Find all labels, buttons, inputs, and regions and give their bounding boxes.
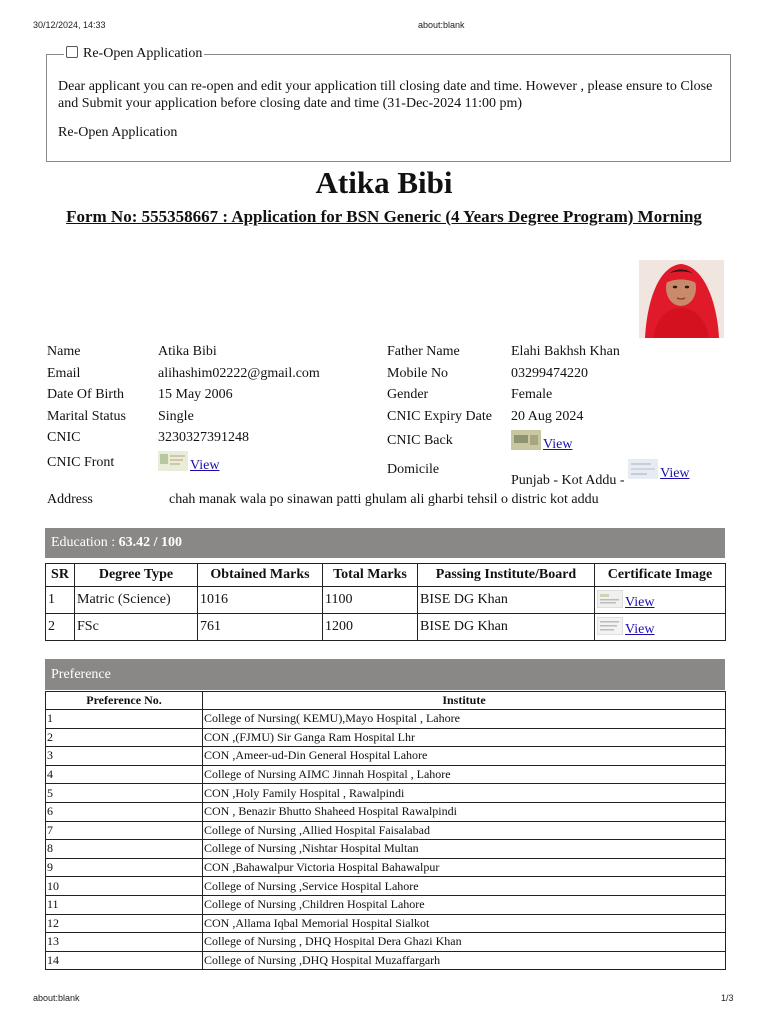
col-obtained-marks: Obtained Marks (198, 564, 323, 587)
label-cnic-expiry: CNIC Expiry Date (387, 409, 492, 424)
preference-institute: CON ,Bahawalpur Victoria Hospital Bahawalpur (203, 858, 726, 877)
print-url: about:blank (418, 20, 465, 30)
preference-number: 10 (46, 877, 203, 896)
col-preference-no: Preference No. (46, 692, 203, 710)
preference-row (46, 747, 726, 766)
preference-number: 3 (46, 747, 203, 766)
preference-institute: CON ,Holy Family Hospital , Rawalpindi (203, 784, 726, 803)
form-number-heading: Form No: 555358667 : Application for BSN Generic (4 Years Degree Program) Morning (66, 207, 702, 226)
label-address: Address (47, 492, 93, 507)
label-father-name: Father Name (387, 344, 460, 359)
col-institute: Institute (203, 692, 726, 710)
preference-row (46, 821, 726, 840)
preference-number: 7 (46, 821, 203, 840)
preference-panel-header (45, 659, 725, 690)
preference-number: 5 (46, 784, 203, 803)
preference-row (46, 895, 726, 914)
value-domicile: Punjab - Kot Addu - (511, 473, 625, 488)
edu-certificate (595, 614, 726, 641)
certificate-view-link[interactable]: View (625, 621, 655, 637)
preference-institute: CON ,(FJMU) Sir Ganga Ram Hospital Lhr (203, 728, 726, 747)
preference-row (46, 858, 726, 877)
education-label: Education : (51, 535, 119, 550)
domicile-thumbnail-icon (628, 459, 658, 479)
applicant-photo (639, 260, 724, 338)
label-cnic-back: CNIC Back (387, 433, 453, 448)
edu-board: BISE DG Khan (418, 587, 595, 614)
preference-row (46, 765, 726, 784)
value-cnic-expiry: 20 Aug 2024 (511, 409, 584, 424)
label-mobile: Mobile No (387, 366, 449, 381)
value-dob: 15 May 2006 (158, 387, 233, 402)
preference-institute: College of Nursing( KEMU),Mayo Hospital , Lahore (203, 710, 726, 729)
edu-sr: 1 (46, 587, 75, 614)
preference-number: 9 (46, 858, 203, 877)
domicile-attachment (511, 459, 690, 489)
preference-row (46, 710, 726, 729)
cnic-front-view-link[interactable]: View (190, 458, 220, 473)
preference-row (46, 877, 726, 896)
preference-institute: CON ,Allama Iqbal Memorial Hospital Sialkot (203, 914, 726, 933)
preference-row (46, 933, 726, 952)
preference-number: 8 (46, 840, 203, 859)
value-name: Atika Bibi (158, 344, 217, 359)
footer-url: about:blank (33, 993, 80, 1003)
col-certificate-image: Certificate Image (595, 564, 726, 587)
value-email: alihashim02222@gmail.com (158, 366, 320, 381)
col-sr: SR (46, 564, 75, 587)
value-cnic: 3230327391248 (158, 430, 249, 445)
col-passing-board: Passing Institute/Board (418, 564, 595, 587)
preference-number: 4 (46, 765, 203, 784)
education-panel-header (45, 528, 725, 558)
certificate-thumbnail-icon (597, 617, 623, 635)
preference-row (46, 914, 726, 933)
preference-row (46, 728, 726, 747)
preference-institute: College of Nursing ,DHQ Hospital Muzaffargarh (203, 951, 726, 970)
label-name: Name (47, 344, 81, 359)
edu-certificate (595, 587, 726, 614)
education-score: 63.42 / 100 (118, 535, 183, 550)
preference-number: 6 (46, 802, 203, 821)
reopen-legend[interactable] (64, 46, 204, 62)
edu-board: BISE DG Khan (418, 614, 595, 641)
value-marital-status: Single (158, 409, 194, 424)
page-number: 1/3 (721, 993, 734, 1003)
reopen-application-link[interactable]: Re-Open Application (58, 125, 178, 140)
preference-institute: College of Nursing ,Nishtar Hospital Multan (203, 840, 726, 859)
label-marital-status: Marital Status (47, 409, 126, 424)
education-header-row (46, 564, 726, 587)
preference-row (46, 784, 726, 803)
print-datetime: 30/12/2024, 14:33 (33, 20, 106, 30)
preference-institute: College of Nursing ,Service Hospital Lahore (203, 877, 726, 896)
label-gender: Gender (387, 387, 429, 402)
label-cnic: CNIC (47, 430, 81, 445)
education-row (46, 614, 726, 641)
edu-sr: 2 (46, 614, 75, 641)
domicile-view-link[interactable]: View (660, 466, 690, 481)
preference-number: 14 (46, 951, 203, 970)
edu-obtained: 1016 (198, 587, 323, 614)
preference-institute: CON , Benazir Bhutto Shaheed Hospital Rawalpindi (203, 802, 726, 821)
preference-row (46, 840, 726, 859)
reopen-legend-label: Re-Open Application (83, 46, 203, 61)
label-cnic-front: CNIC Front (47, 455, 115, 470)
preference-institute: CON ,Ameer-ud-Din General Hospital Lahore (203, 747, 726, 766)
cnic-back-view-link[interactable]: View (543, 437, 573, 452)
value-mobile: 03299474220 (511, 366, 588, 381)
label-dob: Date Of Birth (47, 387, 124, 402)
education-row (46, 587, 726, 614)
preference-rows (46, 710, 726, 970)
edu-total: 1100 (323, 587, 418, 614)
preference-number: 12 (46, 914, 203, 933)
preference-number: 1 (46, 710, 203, 729)
edu-obtained: 761 (198, 614, 323, 641)
preference-institute: College of Nursing ,Allied Hospital Faisalabad (203, 821, 726, 840)
certificate-view-link[interactable]: View (625, 594, 655, 610)
preference-header-row (46, 692, 726, 710)
col-degree-type: Degree Type (75, 564, 198, 587)
value-address: chah manak wala po sinawan patti ghulam ali gharbi tehsil o distric kot addu (169, 492, 599, 507)
value-father-name: Elahi Bakhsh Khan (511, 344, 620, 359)
value-gender: Female (511, 387, 553, 402)
preference-table (45, 691, 726, 970)
preference-row (46, 951, 726, 970)
label-domicile: Domicile (387, 462, 440, 477)
applicant-name-title: Atika Bibi (315, 165, 453, 200)
label-email: Email (47, 366, 81, 381)
preference-institute: College of Nursing ,Children Hospital Lahore (203, 895, 726, 914)
certificate-thumbnail-icon (597, 590, 623, 608)
preference-title: Preference (51, 667, 111, 682)
education-table (45, 563, 726, 641)
col-total-marks: Total Marks (323, 564, 418, 587)
cnic-front-thumbnail-icon (158, 451, 188, 471)
preference-number: 13 (46, 933, 203, 952)
edu-total: 1200 (323, 614, 418, 641)
edu-degree: FSc (75, 614, 198, 641)
preference-row (46, 802, 726, 821)
edu-degree: Matric (Science) (75, 587, 198, 614)
reopen-checkbox[interactable] (66, 46, 78, 58)
cnic-front-attachment (158, 451, 219, 474)
preference-institute: College of Nursing AIMC Jinnah Hospital , Lahore (203, 765, 726, 784)
reopen-message: Dear applicant you can re-open and edit your application till closing date and time. However , please ensure to Close and Submit your application before closing date and time (31-Dec-2024 11:00 pm) (58, 79, 713, 111)
preference-institute: College of Nursing , DHQ Hospital Dera Ghazi Khan (203, 933, 726, 952)
reopen-fieldset (46, 46, 731, 162)
preference-number: 11 (46, 895, 203, 914)
cnic-back-thumbnail-icon (511, 430, 541, 450)
cnic-back-attachment (511, 430, 572, 453)
preference-number: 2 (46, 728, 203, 747)
